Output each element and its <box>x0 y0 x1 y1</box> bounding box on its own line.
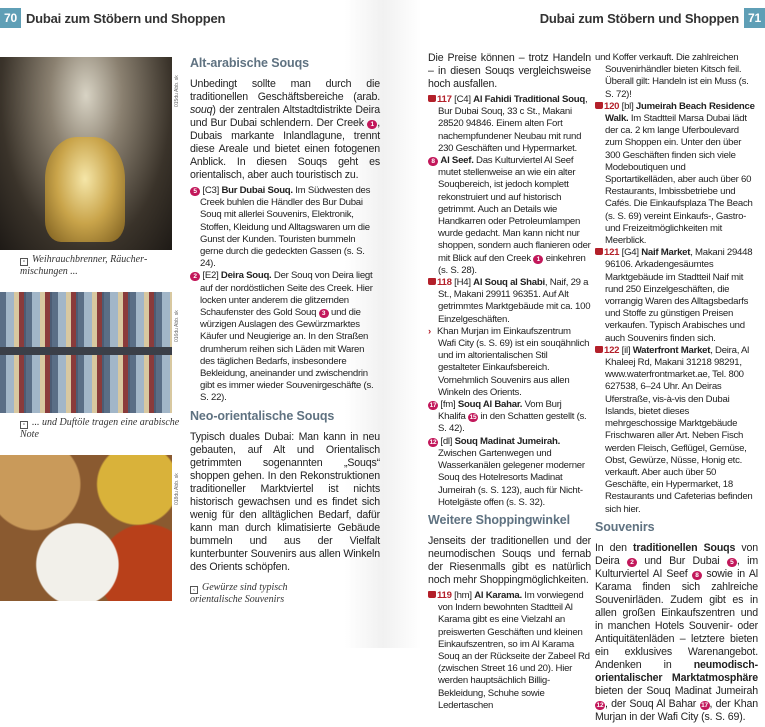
bold-term: Souq Al Bahar. <box>457 399 523 411</box>
text-run: In den <box>595 541 634 554</box>
text-run: in den Schatten gestellt (s. S. 42). <box>438 411 587 435</box>
text-run: [E2] <box>202 270 221 282</box>
listing-entry <box>595 52 758 101</box>
text-run: Der Souq von Deira liegt auf der nordöstlichen Seite des Creek. Hier locken unter anderem die glitzernden Schaufenster des Gold Souq <box>200 270 373 319</box>
text-run: , Makani 29448 96106. Arkadengesäumtes Marktgebäude im Stadtteil Naif mit rund 250 Einzelgeschäften, die vorrangig Waren des Alltagsbedarfs und Stoffe zu günstigen Preisen verkaufen. Typisch Arabisches und auch Souvenirs finden sich. <box>605 247 753 344</box>
shopping-bag-icon <box>595 248 603 255</box>
text-run: Das Kulturviertel Al Seef mutet stellenweise an wie ein alter Souqbereich, ist jedoch komplett rekonstruiert und auf historisch getrimmt. Auch an Details wie Handkarren oder Petroleumlampen wurde gedacht. Man kann nicht nur shoppen, sondern auch flanieren oder mit Blick auf den Creek <box>438 155 591 264</box>
italic-term: souq <box>190 104 213 116</box>
text-run: , Bur Dubai Souq, 33 c St., Makani 28520 94846. Einem alten Fort nachempfundener Neubau mit rund 230 Geschäften und Hypermarket. <box>438 94 588 154</box>
photo-caption <box>20 254 180 278</box>
map-marker-number: 1 <box>367 120 377 129</box>
bold-term: Bur Dubai Souq. <box>221 185 293 196</box>
chapter-title: Dubai zum Stöbern und Shoppen <box>539 10 740 26</box>
text-run: Zwischen Gartenwegen und Wasserkanälen gelegener moderner Souq des Hotelresorts Madinat Jumeirah (s. S. 123), auch für Nicht-Hotelgäste offen (s. S. 32). <box>438 447 585 508</box>
left-text-column <box>190 52 380 577</box>
running-header-left <box>0 8 225 28</box>
map-marker-number: 8 <box>692 571 702 580</box>
listing-number: 121 <box>604 247 620 259</box>
text-run: Die Preise können – trotz Handeln – in diesen Souqs vergleichsweise hoch ausfallen. <box>428 52 591 90</box>
map-marker-number: 1 <box>533 255 543 264</box>
text-run: [fm] <box>440 399 458 411</box>
text-run: und Bur Dubai <box>637 554 727 567</box>
photo-credit: 016du Abb. sk <box>174 310 180 342</box>
bold-term: neumodisch-orientalischer Marktatmosphäre <box>595 658 758 684</box>
text-run: Im vorwiegend von Indern bewohnten Stadtteil Al Karama gibt es eine Vielzahl an preiswerten Geschäften und kleinen Einkaufszentren, so im Al Karama Souq an der Rückseite der Zabeel Rd (zwischen Street 16 und 20). Hier werden hauptsächlich Billig-Bekleidung, Schuhe sowie Ledertaschen <box>438 589 590 711</box>
listing-number: 119 <box>437 589 452 601</box>
text-run: [il] <box>619 344 633 356</box>
brass-burner-shape <box>45 137 125 242</box>
text-run: , Naif, 29 a St., Makani 29911 96351. Auf Alt getrimmtes Marktgebäude mit ca. 100 Einzelgeschäften. <box>438 277 591 325</box>
listing-number: 118 <box>437 277 452 289</box>
caption-text: ... und Duftöle tragen eine arabische Note <box>20 417 180 440</box>
camera-icon: ▫ <box>20 421 28 429</box>
map-marker-number: 5 <box>727 558 737 567</box>
shopping-bag-icon <box>428 278 436 285</box>
text-run: einkehren (s. S. 28). <box>438 252 586 276</box>
paragraph <box>190 431 380 574</box>
chevron-right-icon: › <box>428 325 431 337</box>
map-marker-number: 3 <box>319 309 329 318</box>
text-run: bieten der Souq Madinat Jumeirah <box>595 684 758 697</box>
photo-caption <box>20 417 180 441</box>
map-marker-number: 2 <box>190 272 200 281</box>
listing-entry <box>428 94 591 155</box>
listing-entry <box>428 399 591 436</box>
text-run: [dl] <box>440 435 455 447</box>
listing-entry <box>595 247 758 345</box>
text-run: sowie in Al Karama finden sich zahlreiche Souvenirläden. Zudem gibt es in allen großen Einkaufszentren und in manchen Hotels Souvenir- oder Antiquitätenläden – letztere bieten ein exklusives Warenangebot. Andenken in <box>595 567 758 671</box>
text-run: , der Souq Al Bahar <box>605 697 700 710</box>
text-run: Unbedingt sollte man durch die traditionellen Geschäftsbereiche (arab. <box>190 78 380 103</box>
bold-term: Jumeirah Beach Residence Walk. <box>605 100 755 125</box>
listing-entry <box>428 277 591 326</box>
spices-photo <box>0 455 172 601</box>
listing-number: 122 <box>604 344 620 356</box>
text-run: [H4] <box>451 277 474 289</box>
photo-caption <box>190 582 340 606</box>
map-marker-number: 2 <box>627 558 637 567</box>
listing-number: 120 <box>604 100 620 112</box>
camera-icon: ▫ <box>20 258 28 266</box>
perfume-bottles-photo <box>0 292 172 413</box>
bold-term: Deira Souq. <box>220 270 272 282</box>
text-run: Im Südwesten des Creek buhlen die Händler des Bur Dubai Souq mit allerlei Souvenirs, Elektronik, Stoffen, Kleidung und Alltagswaren um die Gunst der Kunden. Touristen bummeln gerne durch die gedeckten Gassen (s. S. 24). <box>200 185 371 270</box>
photo-credit: 018du Abb. sk <box>174 473 180 505</box>
listing-number: 117 <box>437 94 452 105</box>
shopping-bag-icon <box>428 591 436 598</box>
text-run: , im Kulturviertel Al Seef <box>595 554 759 580</box>
text-run: von Deira <box>595 541 758 567</box>
paragraph <box>428 52 591 91</box>
running-header-right <box>540 8 765 28</box>
shopping-bag-icon <box>595 102 603 109</box>
bold-term: Naif Market <box>641 247 691 259</box>
text-run: Vom Burj Khalifa <box>438 399 562 423</box>
listing-entry <box>595 101 758 247</box>
listing-entry <box>595 345 758 516</box>
map-marker-number: 8 <box>428 157 438 166</box>
page-number: 71 <box>744 8 765 28</box>
listing-entry <box>428 436 591 509</box>
text-run: [C4] <box>451 94 474 105</box>
bold-term: Al Fahidi Traditional Souq <box>473 94 585 105</box>
listing-entry <box>190 270 380 404</box>
photo-credit: 015du Abb. sk <box>174 75 180 107</box>
text-run: Khan Murjan im Einkaufszentrum Wafi City (s. S. 69) ist ein souqähnlich und im altorientalischen Stil gestalteter Einkaufsbereich. Vornehmlich Souvenirs aus allen Winkeln des Orients. <box>437 325 590 398</box>
incense-burner-photo <box>0 57 172 250</box>
text-run: , der Khan Murjan in der Wafi City (s. S. 69). <box>595 697 758 723</box>
text-run: [hm] <box>451 589 475 601</box>
bold-term: traditionellen Souqs <box>633 541 736 554</box>
map-marker-number: 17 <box>429 402 437 410</box>
section-heading: Weitere Shoppingwinkel <box>428 512 571 527</box>
shopping-bag-icon <box>428 95 436 102</box>
bold-term: Al Karama. <box>474 589 522 601</box>
text-run: Typisch duales Dubai: Man kann in neu gebauten, auf Alt und Orientalisch getrimmten sogenannten „Souqs“ shoppen gehen. In den Rekonstruktionen traditioneller Marktviertel ist nichts historisch gewachsen und es findet sich wenig für den alltäglichen Bedarf, dafür kann man durch klimatisierte Gebäude bummeln und aus der Vielfalt kunterbunter Souvenirs aus allen Winkeln des Orients schöpfen. <box>190 430 380 573</box>
text-run: [bl] <box>619 100 636 112</box>
map-marker-number: 12 <box>596 701 604 709</box>
right-text-column-2 <box>595 52 758 727</box>
paragraph <box>428 535 591 587</box>
left-page <box>0 0 383 648</box>
paragraph <box>190 78 380 182</box>
text-run: Jenseits der traditionellen und der neumodischen Souqs und fernab der Riesenmalls gibt es natürlich noch mehr Shoppingmöglichkeiten. <box>428 534 591 586</box>
text-run: [C3] <box>202 185 222 196</box>
text-run: , Dubais markante Inlandlagune, trennt diese Areale und bietet einen fotogenen Anblick. In diesen Souqs geht es orientalisch, aber auch touristisch zu. <box>190 117 380 181</box>
page-number: 70 <box>0 8 21 28</box>
paragraph <box>595 542 758 724</box>
text-run: und Koffer verkauft. Die zahlreichen Souvenirhändler bieten Kitsch feil. Überall gilt: Handeln ist ein Muss (s. S. 72)! <box>595 52 749 100</box>
text-run: [G4] <box>619 247 642 259</box>
map-marker-number: 15 <box>469 414 477 422</box>
right-page <box>383 0 765 723</box>
section-heading: Neo-orientalische Souqs <box>190 408 335 423</box>
caption-text: Weihrauchbrenner, Räuchermischungen ... <box>20 254 148 277</box>
text-run: ) der zentralen Altstadtdistrikte Deira und Bur Dubai schlendern. Der Creek <box>190 104 380 129</box>
camera-icon: ‹ <box>190 586 198 594</box>
listing-entry <box>428 326 591 399</box>
listing-entry <box>428 590 591 712</box>
section-heading: Souvenirs <box>595 519 655 534</box>
shopping-bag-icon <box>595 346 603 353</box>
bold-term: Souq Madinat Jumeirah. <box>454 435 561 447</box>
shelf <box>0 347 172 355</box>
section-heading: Alt-arabische Souqs <box>190 56 309 70</box>
bold-term: Waterfront Market <box>632 344 711 356</box>
map-marker-number: 5 <box>190 187 200 196</box>
bold-term: Al Seef. <box>440 155 474 167</box>
caption-text: Gewürze sind typisch orientalische Souvenirs <box>190 582 288 605</box>
listing-entry <box>428 155 591 277</box>
text-run: Im Stadtteil Marsa Dubai lädt der ca. 2 km lange Uferboulevard zum Shoppen ein. Unter den über 300 Geschäften finden sich viele Modeboutiquen und Sportartikelläden, aber auch über 60 Restaurants, Imbissbetriebe und Cafés. Die Einkaufsplaza The Beach (s. S. 69) vereint Einkaufs-, Gastro- und Freizeitmöglichkeiten mit Meerblick. <box>605 113 753 247</box>
listing-entry <box>190 185 380 270</box>
chapter-title: Dubai zum Stöbern und Shoppen <box>25 10 226 26</box>
right-text-column-1 <box>428 52 591 712</box>
text-run: , Deira, Al Khaleej Rd, Makani 31218 98291, www.waterfrontmarket.ae, Tel. 800 627538, 6–24 Uhr. An Deiras Uferstraße, vis-à-vis den Dubai Islands, bietet dieses mehrgeschossige Marktgebäude Frischwaren aller Art. Neben Fisch werden Fleisch, Geflügel, Gemüse, Obst, Gewürze, Nüsse, Honig etc. verkauft. Aber auch über 50 Geschäfte, ein Hypermarket, 18 Restaurants und Cafeterias befinden sich hier. <box>605 344 753 515</box>
bold-term: Al Souq al Shabi <box>473 277 545 289</box>
map-marker-number: 12 <box>429 438 437 446</box>
map-marker-number: 17 <box>701 701 708 709</box>
text-run: und die würzigen Auslagen des Gewürzmarktes Käufer und Neugierige an. In den Straßen drumherum reihen sich Läden mit Waren des täglichen Bedarfs, insbesondere Bekleidung, aneinander und zwischendrin gibt es immer wieder Souvenirgeschäfte (s. S. 22). <box>200 307 374 404</box>
